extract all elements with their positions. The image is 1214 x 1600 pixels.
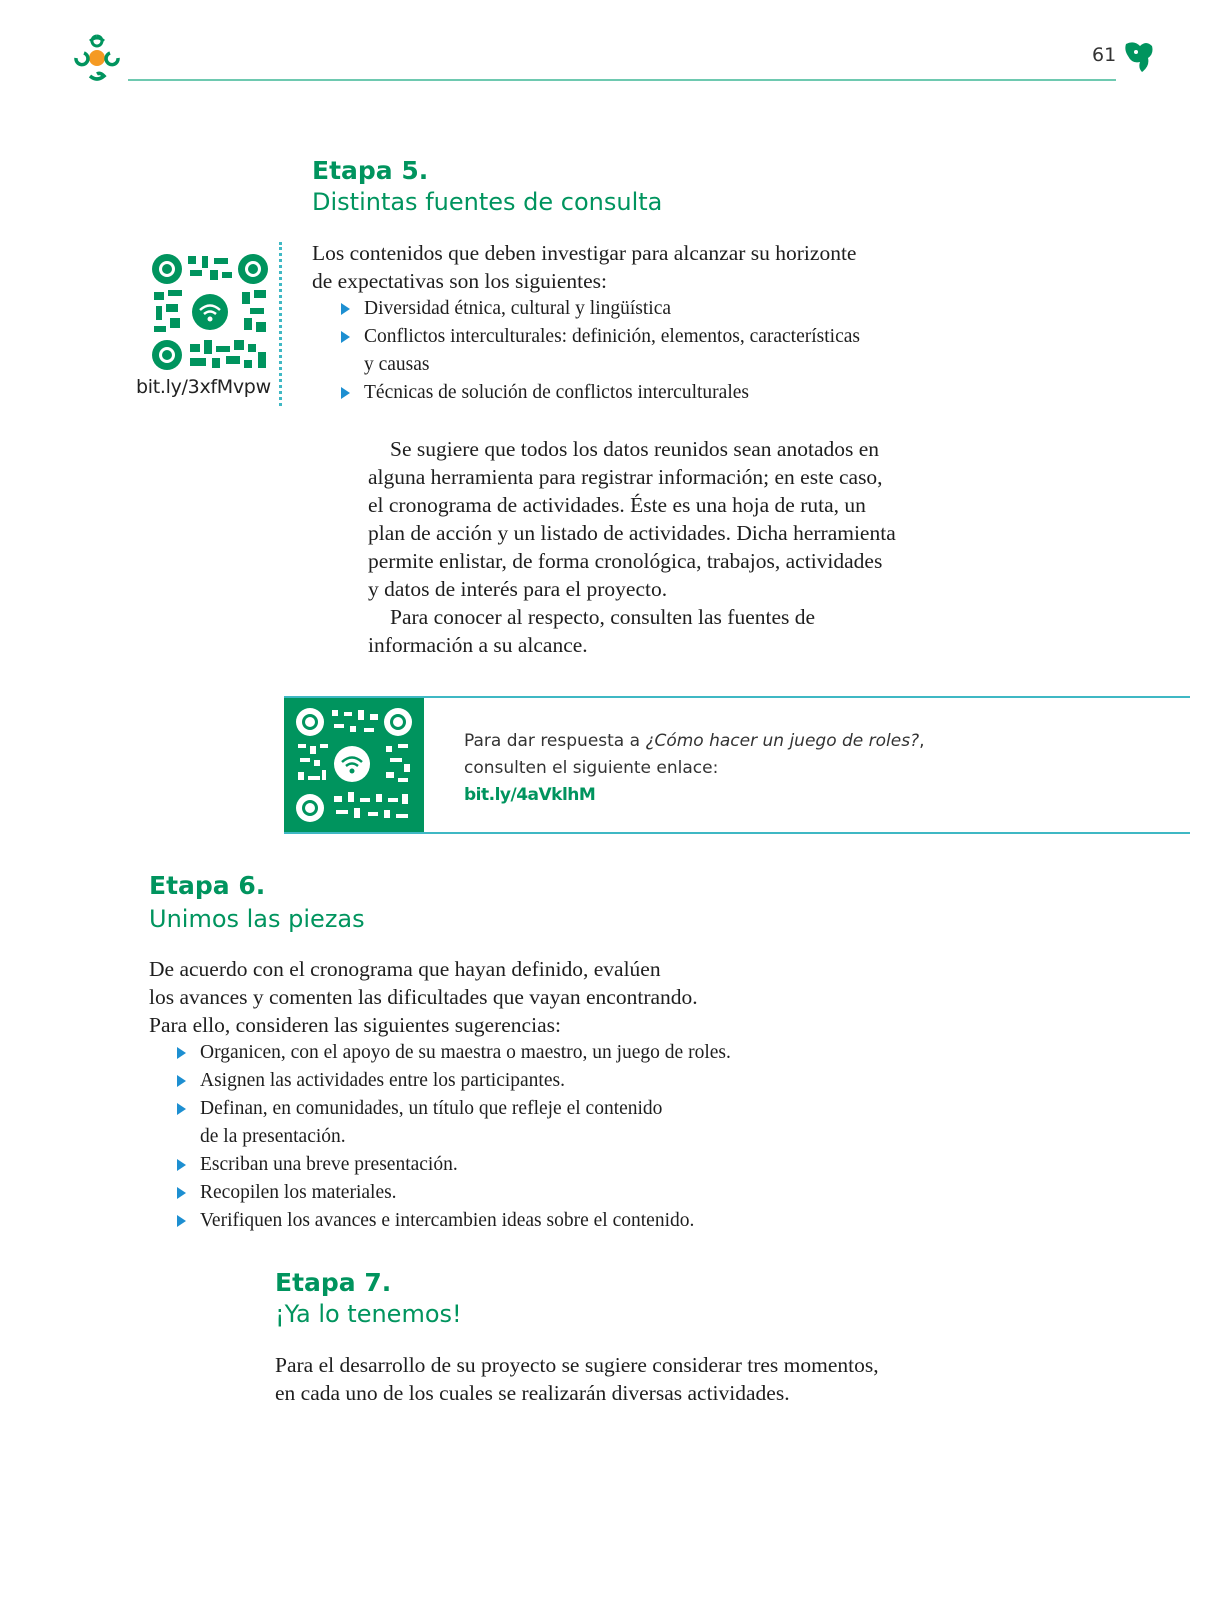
list-item: Organicen, con el apoyo de su maestra o maestro, un juego de roles. — [174, 1039, 874, 1067]
etapa6-bullet-list — [174, 1039, 874, 1235]
page-header — [0, 0, 1214, 100]
list-item: Técnicas de solución de conflictos interculturales — [338, 379, 938, 407]
page-number: 61 — [1092, 44, 1117, 66]
etapa5-number: Etapa 5. — [312, 156, 429, 185]
bullet-icon — [177, 1215, 186, 1227]
bullet-icon — [177, 1075, 186, 1087]
qr-panel — [284, 698, 424, 832]
list-item: Definan, en comunidades, un título que refleje el contenido — [174, 1095, 874, 1123]
etapa5-title: Distintas fuentes de consulta — [312, 188, 663, 216]
qr-code-icon[interactable] — [294, 706, 414, 824]
etapa5-intro-1: Los contenidos que deben investigar para alcanzar su horizonte — [312, 241, 857, 265]
etapa5-paragraph: Se sugiere que todos los datos reunidos sean anotados en alguna herramienta para registrar información; en este caso, el cronograma de actividades. Éste es una hoja de ruta, un plan de acción y un listado de actividades. Dicha herramienta permite enlistar, de forma cronológica, trabajos, actividades y datos de interés para el proyecto. Para conocer al respecto, consulten las fuentes de información a su alcance. — [368, 437, 896, 657]
list-item: Recopilen los materiales. — [174, 1179, 874, 1207]
link-box-link[interactable]: bit.ly/4aVklhM — [464, 785, 596, 805]
bullet-icon — [341, 387, 350, 399]
bullet-icon — [341, 303, 350, 315]
etapa7-text: Para el desarrollo de su proyecto se sugiere considerar tres momentos, en cada uno de los cuales se realizarán diversas actividades. — [275, 1353, 879, 1405]
list-item: Asignen las actividades entre los participantes. — [174, 1067, 874, 1095]
link-box-line-1: Para dar respuesta a ¿Cómo hacer un juego de roles?, — [464, 731, 925, 751]
header-rule — [128, 79, 1116, 81]
etapa6-intro: De acuerdo con el cronograma que hayan definido, evalúen los avances y comenten las dificultades que vayan encontrando. Para ello, consideren las siguientes sugerencias: — [149, 957, 698, 1037]
qr-link-1[interactable]: bit.ly/3xfMvpw — [136, 376, 271, 398]
list-item-continuation: y causas — [364, 354, 430, 375]
list-item: Conflictos interculturales: definición, elementos, características — [338, 323, 938, 351]
green-emblem-icon — [1122, 40, 1154, 74]
list-item-continuation: de la presentación. — [200, 1126, 346, 1147]
bullet-icon — [177, 1159, 186, 1171]
bullet-icon — [177, 1103, 186, 1115]
bullet-icon — [341, 331, 350, 343]
bullet-icon — [177, 1187, 186, 1199]
link-box-line-2: consulten el siguiente enlace: — [464, 758, 719, 778]
bullet-icon — [177, 1047, 186, 1059]
list-item: Escriban una breve presentación. — [174, 1151, 874, 1179]
etapa6-number: Etapa 6. — [149, 871, 266, 900]
qr-code-icon[interactable] — [150, 252, 270, 372]
etapa7-title: ¡Ya lo tenemos! — [275, 1300, 462, 1328]
dotted-divider — [279, 242, 282, 406]
etapa5-bullet-list — [338, 295, 938, 407]
flower-logo-icon — [70, 32, 126, 84]
etapa5-intro-2: de expectativas son los siguientes: — [312, 269, 607, 293]
link-box — [284, 696, 1190, 834]
etapa7-number: Etapa 7. — [275, 1268, 392, 1297]
link-box-question: ¿Cómo hacer un juego de roles? — [645, 731, 920, 751]
list-item: Verifiquen los avances e intercambien ideas sobre el contenido. — [174, 1207, 874, 1235]
list-item: Diversidad étnica, cultural y lingüística — [338, 295, 938, 323]
etapa6-title: Unimos las piezas — [149, 905, 365, 933]
